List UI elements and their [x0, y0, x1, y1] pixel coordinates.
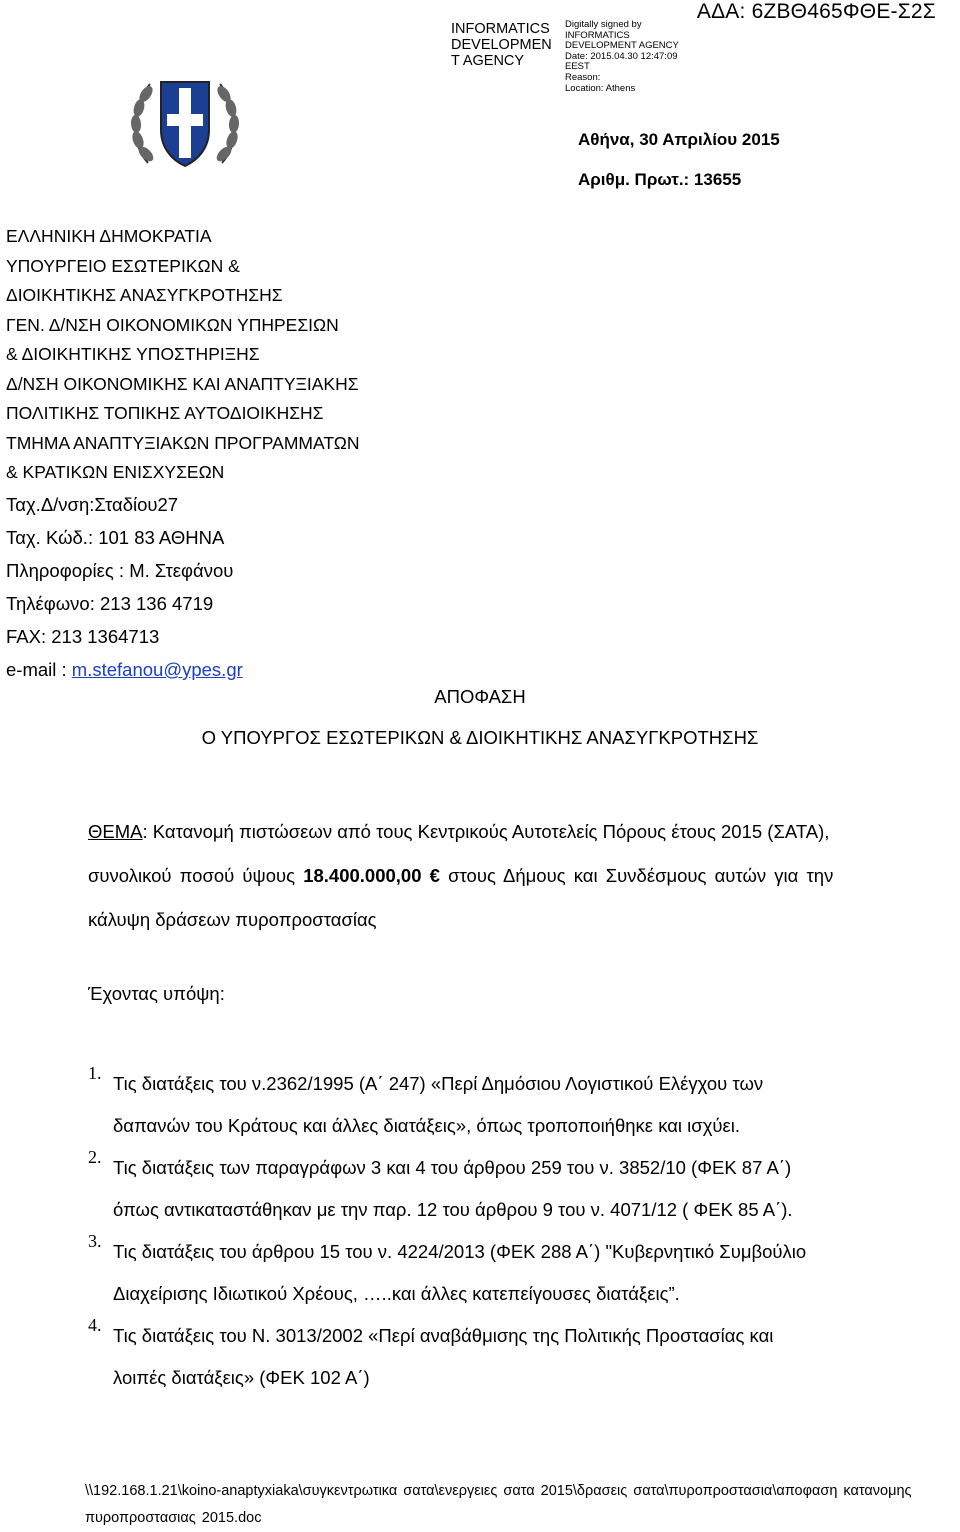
sender-line: ΓΕΝ. Δ/ΝΣΗ ΟΙΚΟΝΟΜΙΚΩΝ ΥΠΗΡΕΣΙΩΝ — [6, 314, 339, 335]
contact-postal-code: Ταχ. Κώδ.: 101 83 ΑΘΗΝΑ — [6, 527, 225, 548]
subject-amount: 18.400.000,00 — [303, 865, 422, 886]
contact-fax: FAX: 213 1364713 — [6, 626, 160, 647]
signature-organization — [451, 21, 563, 69]
list-item — [88, 1231, 960, 1315]
file-path-footer: \\192.168.1.21\koino-anaptyxiaka\συγκεντρωτικα σατα\ενεργειες σατα 2015\δρασεις σατα\πυροπροστασια\αποφαση κατανομης πυροπροστασιας 2015.doc — [85, 1483, 912, 1526]
sender-line: ΤΜΗΜΑ ΑΝΑΠΤΥΞΙΑΚΩΝ ΠΡΟΓΡΑΜΜΑΤΩΝ — [6, 432, 360, 453]
item-line: Τις διατάξεις του ν.2362/1995 (Α΄ 247) «Περί Δημόσιου Λογιστικού Ελέγχου των — [113, 1073, 764, 1094]
item-line: Τις διατάξεις των παραγράφων 3 και 4 του άρθρου 259 του ν. 3852/10 (ΦΕΚ 87 Α΄) — [113, 1157, 792, 1178]
signature-detail-line: DEVELOPMENT AGENCY — [565, 40, 679, 52]
sender-line: ΠΟΛΙΤΙΚΗΣ ΤΟΠΙΚΗΣ ΑΥΤΟΔΙΟΙΚΗΣΗΣ — [6, 403, 324, 423]
signature-detail-line: Location: Athens — [565, 82, 636, 94]
email-label: e-mail : — [6, 659, 72, 680]
list-item — [88, 1147, 960, 1231]
signature-detail-line: Date: 2015.04.30 12:47:09 — [565, 50, 678, 62]
item-number: 1. — [88, 1063, 102, 1083]
item-line: όπως αντικαταστάθηκαν με την παρ. 12 του άρθρου 9 του ν. 4071/12 ( ΦΕΚ 85 Α΄). — [113, 1199, 793, 1220]
contact-phone: Τηλέφωνο: 213 136 4719 — [6, 593, 214, 614]
considering-heading: Έχοντας υπόψη: — [88, 983, 225, 1004]
ada-code: ΑΔΑ: 6ΖΒΘ465ΦΘΕ-Σ2Σ — [696, 0, 936, 23]
sender-line: ΥΠΟΥΡΓΕΙΟ ΕΣΩΤΕΡΙΚΩΝ & — [6, 255, 240, 276]
contact-email-row — [6, 653, 243, 686]
sender-line: Δ/ΝΣΗ ΟΙΚΟΝΟΜΙΚΗΣ ΚΑΙ ΑΝΑΠΤΥΞΙΑΚΗΣ — [6, 373, 359, 394]
signature-org-line: DEVELOPMEN — [451, 37, 552, 53]
greek-coat-of-arms-icon — [128, 68, 242, 180]
signature-detail-line: Reason: — [565, 71, 601, 83]
subject-text: συνολικού ποσού ύψους — [88, 865, 304, 886]
item-number: 3. — [88, 1231, 102, 1251]
signature-org-line: T AGENCY — [451, 53, 525, 69]
signature-detail-line: INFORMATICS — [565, 29, 630, 41]
subject-text: στους Δήμους και Συνδέσμους αυτών για την — [439, 865, 834, 886]
euro-icon: € — [429, 865, 440, 886]
document-date: Αθήνα, 30 Απριλίου 2015 — [578, 130, 780, 149]
item-line: λοιπές διατάξεις» (ΦΕΚ 102 Α΄) — [113, 1367, 370, 1388]
item-number: 4. — [88, 1315, 102, 1335]
considerations-list — [88, 1063, 960, 1399]
minister-title: Ο ΥΠΟΥΡΓΟΣ ΕΣΩΤΕΡΙΚΩΝ & ΔΙΟΙΚΗΤΙΚΗΣ ΑΝΑΣΥΓΚΡΟΤΗΣΗΣ — [201, 727, 759, 748]
protocol-number: Αριθμ. Πρωτ.: 13655 — [578, 170, 742, 189]
contact-block — [6, 488, 243, 686]
email-link[interactable]: m.stefanou@ypes.gr — [71, 659, 243, 680]
item-number: 2. — [88, 1147, 102, 1167]
signature-details — [565, 20, 685, 94]
item-line: Διαχείρισης Ιδιωτικού Χρέους, …..και άλλες κατεπείγουσες διατάξεις”. — [113, 1283, 680, 1304]
list-item — [88, 1063, 960, 1147]
sender-line: ΔΙΟΙΚΗΤΙΚΗΣ ΑΝΑΣΥΓΚΡΟΤΗΣΗΣ — [6, 285, 283, 305]
sender-line: & ΔΙΟΙΚΗΤΙΚΗΣ ΥΠΟΣΤΗΡΙΞΗΣ — [6, 344, 260, 364]
subject-text: : Κατανομή πιστώσεων από τους Κεντρικούς Αυτοτελείς Πόρους έτους 2015 (ΣΑΤΑ), — [142, 821, 830, 842]
sender-line: & ΚΡΑΤΙΚΩΝ ΕΝΙΣΧΥΣΕΩΝ — [6, 462, 225, 482]
signature-org-line: INFORMATICS — [451, 21, 550, 37]
subject-label: ΘΕΜΑ — [88, 821, 143, 842]
item-line: δαπανών του Κράτους και άλλες διατάξεις», όπως τροποποιήθηκε και ισχύει. — [113, 1115, 741, 1136]
item-line: Τις διατάξεις του Ν. 3013/2002 «Περί αναβάθμισης της Πολιτικής Προστασίας και — [113, 1325, 774, 1346]
sender-block — [6, 222, 359, 488]
signature-detail-line: EEST — [565, 61, 590, 73]
sender-line: ΕΛΛΗΝΙΚΗ ΔΗΜΟΚΡΑΤΙΑ — [6, 226, 212, 246]
subject-text: κάλυψη δράσεων πυροπροστασίας — [88, 909, 377, 930]
subject-block — [88, 810, 960, 942]
item-line: Τις διατάξεις του άρθρου 15 του ν. 4224/2013 (ΦΕΚ 288 Α΄) "Κυβερνητικό Συμβούλιο — [113, 1241, 807, 1262]
contact-address: Ταχ.Δ/νση:Σταδίου27 — [6, 494, 179, 515]
signature-detail-line: Digitally signed by — [565, 19, 642, 30]
list-item — [88, 1315, 960, 1399]
contact-info: Πληροφορίες : Μ. Στεφάνου — [6, 560, 234, 581]
decision-title: ΑΠΟΦΑΣΗ — [434, 686, 526, 707]
